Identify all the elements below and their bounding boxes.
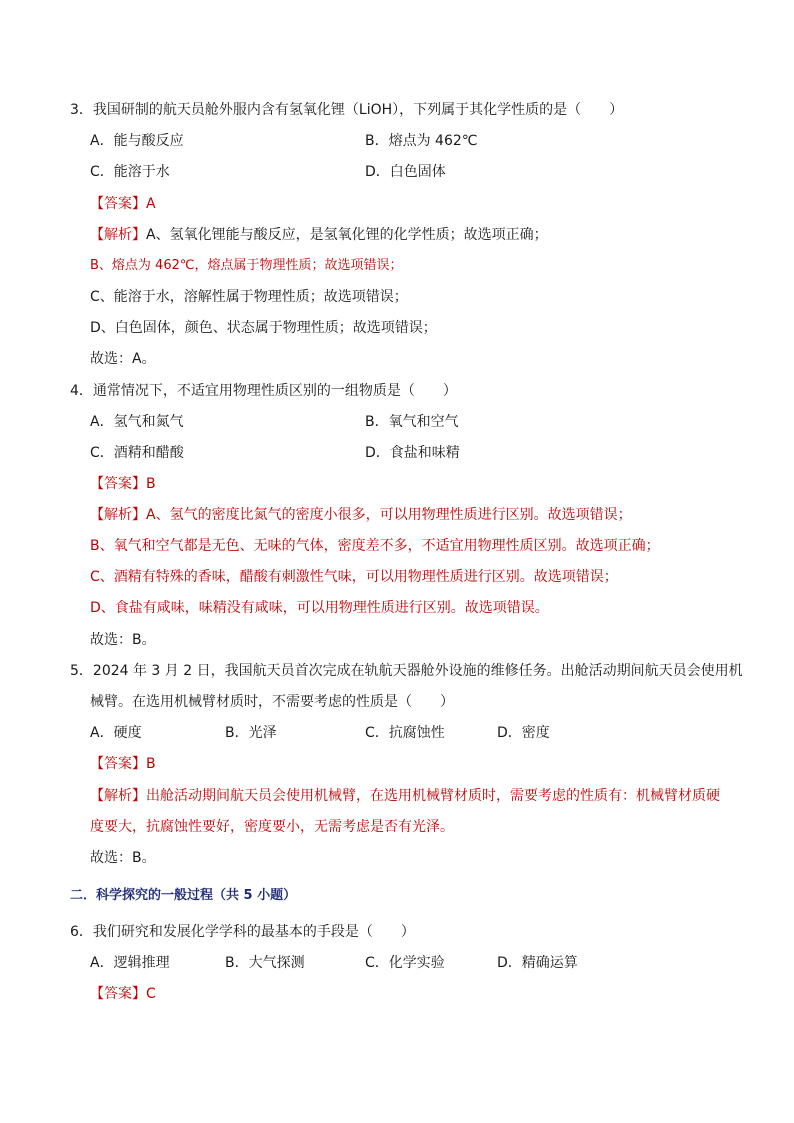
answer-label: 【答案】 (90, 196, 146, 212)
q3-option-b: B．熔点为 462℃ (365, 133, 478, 149)
q5-option-b: B．光泽 (225, 725, 277, 741)
q5-conclusion: 故选：B。 (90, 850, 156, 866)
q4-analysis-1 (90, 505, 632, 525)
q6-option-b: B．大气探测 (225, 955, 305, 971)
answer-value: B (146, 756, 156, 772)
q6-stem: 6．我们研究和发展化学学科的最基本的手段是（ ） (70, 924, 415, 940)
q4-option-c: C．酒精和醋酸 (90, 445, 184, 461)
q6-option-a: A．逻辑推理 (90, 955, 170, 971)
analysis-text: A、氢氧化锂能与酸反应，是氢氧化锂的化学性质；故选项正确； (146, 227, 548, 243)
analysis-text: 出舱活动期间航天员会使用机械臂，在选用机械臂材质时，需要考虑的性质有：机械臂材质硬 (146, 788, 720, 804)
analysis-text: A、氢气的密度比氮气的密度小很多，可以用物理性质进行区别。故选项错误； (146, 507, 632, 523)
analysis-label: 【解析】 (90, 507, 146, 523)
q3-stem: 3．我国研制的航天员舱外服内含有氢氧化锂（LiOH），下列属于其化学性质的是（ ） (70, 102, 624, 118)
q5-option-c: C．抗腐蚀性 (365, 725, 445, 741)
answer-label: 【答案】 (90, 756, 146, 772)
q4-option-a: A．氢气和氮气 (90, 414, 184, 430)
q3-conclusion: 故选：A。 (90, 351, 156, 367)
answer-value: A (146, 196, 156, 212)
q6-answer (90, 984, 156, 1004)
q4-option-b: B．氧气和空气 (365, 414, 459, 430)
answer-value: C (146, 986, 156, 1002)
answer-label: 【答案】 (90, 986, 146, 1002)
answer-label: 【答案】 (90, 476, 146, 492)
q3-analysis-3: C、能溶于水，溶解性属于物理性质；故选项错误； (90, 289, 408, 305)
q3-option-d: D．白色固体 (365, 164, 446, 180)
q5-analysis-1 (90, 786, 720, 806)
q4-stem: 4．通常情况下，不适宜用物理性质区别的一组物质是（ ） (70, 383, 457, 399)
q5-option-a: A．硬度 (90, 725, 142, 741)
q4-answer (90, 474, 156, 494)
q5-stem-line-1: 5．2024 年 3 月 2 日，我国航天员首次完成在轨航天器舱外设施的维修任务。出舱活动期间航天员会使用机 (70, 663, 743, 679)
q5-stem-line-2: 械臂。在选用机械臂材质时，不需要考虑的性质是（ ） (90, 694, 454, 710)
q3-option-c: C．能溶于水 (90, 164, 170, 180)
q4-analysis-2: B、氧气和空气都是无色、无味的气体，密度差不多，不适宜用物理性质区别。故选项正确； (90, 538, 660, 554)
q4-analysis-4: D、食盐有咸味，味精没有咸味，可以用物理性质进行区别。故选项错误。 (90, 600, 549, 616)
answer-value: B (146, 476, 156, 492)
q4-conclusion: 故选：B。 (90, 632, 156, 648)
q5-answer (90, 754, 156, 774)
analysis-label: 【解析】 (90, 227, 146, 243)
q3-option-a: A．能与酸反应 (90, 133, 184, 149)
q3-analysis-4: D、白色固体，颜色、状态属于物理性质；故选项错误； (90, 320, 437, 336)
analysis-label: 【解析】 (90, 788, 146, 804)
q6-option-c: C．化学实验 (365, 955, 445, 971)
q3-answer (90, 194, 156, 214)
q4-option-d: D．食盐和味精 (365, 445, 460, 461)
q5-option-d: D．密度 (497, 725, 550, 741)
q5-analysis-2: 度要大，抗腐蚀性要好，密度要小，无需考虑是否有光泽。 (90, 819, 454, 835)
q6-option-d: D．精确运算 (497, 955, 578, 971)
q3-analysis-2: B、熔点为 462℃，熔点属于物理性质；故选项错误； (90, 258, 403, 273)
q4-analysis-3: C、酒精有特殊的香味，醋酸有刺激性气味，可以用物理性质进行区别。故选项错误； (90, 569, 618, 585)
q3-analysis-1 (90, 225, 548, 245)
section-heading: 二．科学探究的一般过程（共 5 小题） (70, 888, 297, 903)
